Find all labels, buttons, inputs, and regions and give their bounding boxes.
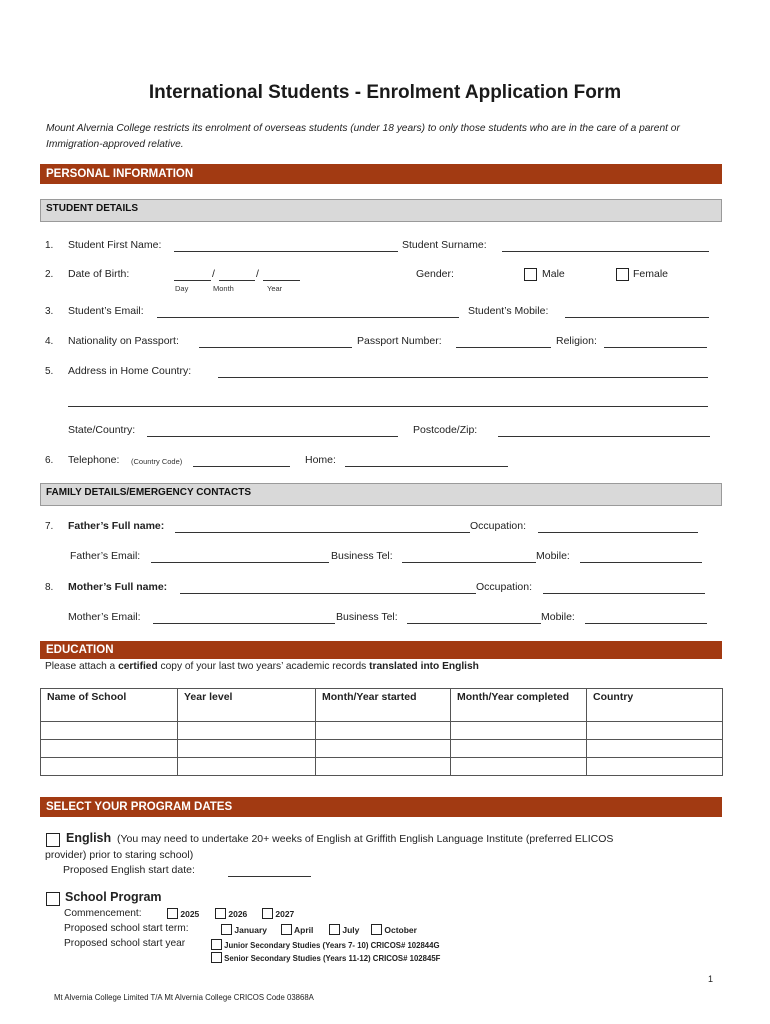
table-cell[interactable] xyxy=(316,758,451,776)
home-field[interactable] xyxy=(345,466,508,467)
english-note: (You may need to undertake 20+ weeks of English at Griffith English Language Institute (preferred ELICOS xyxy=(117,833,614,845)
table-cell[interactable] xyxy=(178,740,316,758)
table-row xyxy=(41,722,723,740)
female-label: Female xyxy=(633,268,669,280)
english-note-continued: provider) prior to staring school) xyxy=(45,849,194,861)
question-number: 8. xyxy=(45,582,54,593)
mother-mobile-field[interactable] xyxy=(585,623,707,624)
english-label: English xyxy=(66,831,112,845)
question-number: 2. xyxy=(45,269,54,280)
program-dates-header: SELECT YOUR PROGRAM DATES xyxy=(40,797,722,817)
column-header: Month/Year started xyxy=(316,689,451,722)
state-label: State/Country: xyxy=(68,424,136,436)
country-code-hint: (Country Code) xyxy=(131,457,183,466)
personal-information-header: PERSONAL INFORMATION xyxy=(40,164,722,184)
page-title: International Students - Enrolment Application Form xyxy=(148,82,622,103)
mother-business-tel-field[interactable] xyxy=(407,623,541,624)
state-field[interactable] xyxy=(147,436,398,437)
education-note: Please attach a certified copy of your last two years’ academic records translated into English xyxy=(45,661,479,672)
father-occupation-field[interactable] xyxy=(538,532,698,533)
term-option-label: October xyxy=(384,925,417,935)
year-option-label: 2027 xyxy=(275,909,295,919)
first-name-label: Student First Name: xyxy=(68,239,162,251)
address-label: Address in Home Country: xyxy=(68,365,192,377)
father-name-label: Father’s Full name: xyxy=(68,520,165,532)
education-header: EDUCATION xyxy=(40,641,722,659)
footer-company: Mt Alvernia College Limited T/A Mt Alvernia College CRICOS Code 03868A xyxy=(54,993,314,1002)
junior-secondary-option[interactable] xyxy=(211,939,440,950)
checkbox-icon[interactable] xyxy=(371,924,382,935)
page-number: 1 xyxy=(708,974,714,984)
father-mobile-field[interactable] xyxy=(580,562,702,563)
checkbox-icon[interactable] xyxy=(215,908,226,919)
commencement-label: Commencement: xyxy=(64,908,142,919)
dob-year-hint: Year xyxy=(267,284,283,293)
question-number: 6. xyxy=(45,455,54,466)
dob-label: Date of Birth: xyxy=(68,268,130,280)
column-header: Year level xyxy=(178,689,316,722)
start-year-label: Proposed school start year xyxy=(64,938,186,949)
table-cell[interactable] xyxy=(587,758,723,776)
mother-email-label: Mother’s Email: xyxy=(68,611,141,623)
postcode-field[interactable] xyxy=(498,436,710,437)
passport-field[interactable] xyxy=(456,347,551,348)
mother-mobile-label: Mobile: xyxy=(541,611,575,623)
telephone-label: Telephone: xyxy=(68,454,120,466)
table-cell[interactable] xyxy=(316,740,451,758)
female-checkbox[interactable] xyxy=(616,268,629,281)
table-cell[interactable] xyxy=(178,758,316,776)
checkbox-icon[interactable] xyxy=(211,952,222,963)
dob-separator: / xyxy=(256,268,259,280)
column-header: Country xyxy=(587,689,723,722)
checkbox-icon[interactable] xyxy=(262,908,273,919)
school-program-checkbox[interactable] xyxy=(46,892,60,906)
table-cell[interactable] xyxy=(451,722,587,740)
dob-month-hint: Month xyxy=(213,284,234,293)
father-business-tel-label: Business Tel: xyxy=(331,550,393,562)
table-cell[interactable] xyxy=(316,722,451,740)
term-option-january[interactable] xyxy=(221,924,267,935)
term-option-label: April xyxy=(294,925,314,935)
home-label: Home: xyxy=(305,454,336,466)
address-field[interactable] xyxy=(218,377,708,378)
english-start-field[interactable] xyxy=(228,876,311,877)
religion-label: Religion: xyxy=(556,335,597,347)
email-label: Student’s Email: xyxy=(68,305,144,317)
nationality-field[interactable] xyxy=(199,347,352,348)
question-number: 7. xyxy=(45,521,54,532)
table-cell[interactable] xyxy=(41,740,178,758)
table-cell[interactable] xyxy=(587,722,723,740)
passport-label: Passport Number: xyxy=(357,335,442,347)
table-cell[interactable] xyxy=(41,722,178,740)
dob-day-field[interactable] xyxy=(174,280,211,281)
checkbox-icon[interactable] xyxy=(211,939,222,950)
postcode-label: Postcode/Zip: xyxy=(413,424,478,436)
nationality-label: Nationality on Passport: xyxy=(68,335,179,347)
table-cell[interactable] xyxy=(587,740,723,758)
mobile-label: Student’s Mobile: xyxy=(468,305,549,317)
education-table xyxy=(40,688,723,776)
intro-text: Mount Alvernia College restricts its enrolment of overseas students (under 18 years) to only those students who are in the care of a parent or Immigration-approved relative. xyxy=(46,123,680,150)
mother-name-field[interactable] xyxy=(180,593,476,594)
checkbox-icon[interactable] xyxy=(221,924,232,935)
column-header: Month/Year completed xyxy=(451,689,587,722)
term-option-april[interactable] xyxy=(281,924,313,935)
question-number: 3. xyxy=(45,306,54,317)
address-field-line2[interactable] xyxy=(68,406,708,407)
senior-secondary-option[interactable] xyxy=(211,952,440,963)
mother-name-label: Mother’s Full name: xyxy=(68,581,168,593)
surname-label: Student Surname: xyxy=(402,239,487,251)
table-row xyxy=(41,740,723,758)
year-option-label: 2025 xyxy=(180,909,200,919)
family-details-header: FAMILY DETAILS/EMERGENCY CONTACTS xyxy=(40,483,722,506)
year-option-label: 2026 xyxy=(228,909,248,919)
student-details-header: STUDENT DETAILS xyxy=(40,199,722,222)
dob-separator: / xyxy=(212,268,215,280)
email-field[interactable] xyxy=(157,317,459,318)
year-option-2027[interactable] xyxy=(262,908,294,919)
senior-secondary-label: Senior Secondary Studies (Years 11-12) CRICOS# 102845F xyxy=(224,954,441,963)
question-number: 4. xyxy=(45,336,54,347)
term-option-october[interactable] xyxy=(371,924,417,935)
junior-secondary-label: Junior Secondary Studies (Years 7- 10) CRICOS# 102844G xyxy=(224,941,440,950)
checkbox-icon[interactable] xyxy=(281,924,292,935)
dob-day-hint: Day xyxy=(175,284,189,293)
term-option-label: July xyxy=(342,925,360,935)
father-mobile-label: Mobile: xyxy=(536,550,570,562)
term-option-july[interactable] xyxy=(329,924,359,935)
school-program-label: School Program xyxy=(65,890,162,904)
father-email-field[interactable] xyxy=(151,562,329,563)
column-header: Name of School xyxy=(41,689,178,722)
father-occupation-label: Occupation: xyxy=(470,520,527,532)
father-business-tel-field[interactable] xyxy=(402,562,536,563)
father-name-field[interactable] xyxy=(175,532,470,533)
father-email-label: Father’s Email: xyxy=(70,550,141,562)
table-cell[interactable] xyxy=(178,722,316,740)
start-term-label: Proposed school start term: xyxy=(64,923,189,934)
question-number: 1. xyxy=(45,240,54,251)
dob-year-field[interactable] xyxy=(263,280,300,281)
checkbox-icon[interactable] xyxy=(167,908,178,919)
table-cell[interactable] xyxy=(451,740,587,758)
mobile-field[interactable] xyxy=(565,317,709,318)
english-start-label: Proposed English start date: xyxy=(63,864,195,876)
mother-occupation-label: Occupation: xyxy=(476,581,533,593)
table-cell[interactable] xyxy=(451,758,587,776)
mother-business-tel-label: Business Tel: xyxy=(336,611,398,623)
year-option-2026[interactable] xyxy=(215,908,247,919)
gender-label: Gender: xyxy=(416,268,454,280)
male-checkbox[interactable] xyxy=(524,268,537,281)
first-name-field[interactable] xyxy=(174,251,398,252)
table-cell[interactable] xyxy=(41,758,178,776)
dob-month-field[interactable] xyxy=(219,280,255,281)
male-label: Male xyxy=(542,268,565,280)
question-number: 5. xyxy=(45,366,54,377)
checkbox-icon[interactable] xyxy=(329,924,340,935)
table-row xyxy=(41,758,723,776)
mother-occupation-field[interactable] xyxy=(543,593,705,594)
surname-field[interactable] xyxy=(502,251,709,252)
religion-field[interactable] xyxy=(604,347,707,348)
term-option-label: January xyxy=(234,925,267,935)
english-checkbox[interactable] xyxy=(46,833,60,847)
year-option-2025[interactable] xyxy=(167,908,199,919)
telephone-field[interactable] xyxy=(193,466,290,467)
mother-email-field[interactable] xyxy=(153,623,335,624)
